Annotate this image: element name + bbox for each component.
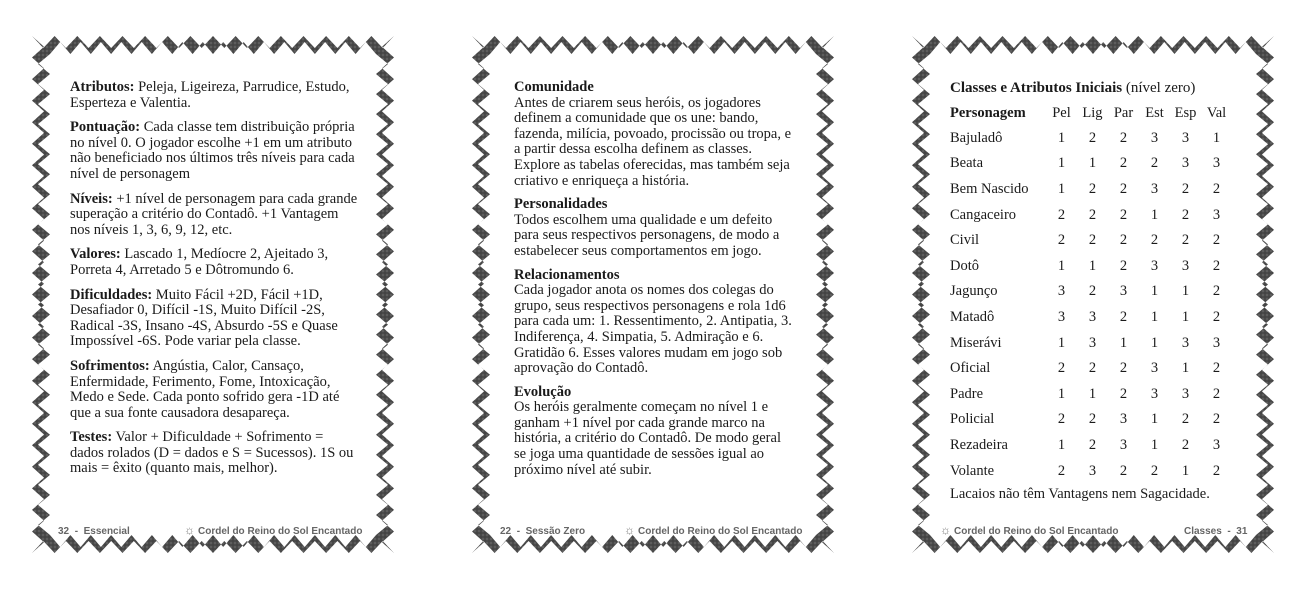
section-title: Evolução — [514, 383, 572, 400]
attribute-value: 3 — [1212, 436, 1221, 453]
attribute-value: 2 — [1150, 232, 1159, 249]
attribute-value: 2 — [1088, 360, 1097, 377]
attribute-value: 3 — [1088, 308, 1097, 325]
attribute-value: 1 — [1150, 436, 1159, 453]
section-name: Essencial — [83, 526, 130, 537]
book-title-footer: ☼ Cordel do Reino do Sol Encantado — [624, 523, 803, 537]
attribute-value: 3 — [1150, 385, 1159, 402]
attribute-value: 2 — [1088, 232, 1097, 249]
table-row — [950, 356, 1232, 382]
attribute-value: 2 — [1088, 180, 1097, 197]
attribute-value: 3 — [1057, 308, 1066, 325]
attribute-value: 2 — [1088, 283, 1097, 300]
card-content — [70, 80, 360, 486]
card-content — [514, 80, 794, 486]
attribute-value: 2 — [1088, 411, 1097, 428]
column-header: Val — [1206, 105, 1227, 121]
page-footer: Classes - 31 — [1184, 526, 1248, 537]
book-title-footer: ☼ Cordel do Reino do Sol Encantado — [184, 523, 363, 537]
attribute-value: 2 — [1212, 385, 1221, 402]
attribute-value: 2 — [1119, 129, 1128, 146]
attribute-value: 1 — [1088, 385, 1097, 402]
attribute-value: 2 — [1119, 360, 1128, 377]
attribute-value: 2 — [1088, 129, 1097, 146]
column-header: Esp — [1174, 105, 1197, 121]
attribute-value: 3 — [1212, 155, 1221, 172]
attribute-value: 2 — [1181, 206, 1190, 223]
attribute-value: 2 — [1212, 411, 1221, 428]
section-title: Relacionamentos — [514, 266, 620, 283]
class-name: Miserávi — [950, 334, 1002, 351]
table-row — [950, 228, 1232, 254]
page-number: 31 — [1236, 526, 1248, 537]
class-name: Bajuladô — [950, 129, 1003, 146]
sun-icon: ☼ — [940, 523, 951, 537]
sun-icon: ☼ — [624, 523, 635, 537]
attribute-value: 2 — [1057, 360, 1066, 377]
attribute-value: 2 — [1212, 232, 1221, 249]
attribute-value: 2 — [1181, 180, 1190, 197]
attribute-value: 2 — [1212, 308, 1221, 325]
attribute-value: 3 — [1088, 462, 1097, 479]
attribute-value: 1 — [1150, 206, 1159, 223]
attribute-value: 3 — [1088, 334, 1097, 351]
table-row — [950, 331, 1232, 357]
attribute-value: 2 — [1212, 257, 1221, 274]
attribute-value: 2 — [1119, 257, 1128, 274]
paragraph-pontuacao: Pontuação: Cada classe tem distribuição própria no nível 0. O jogador escolhe +1 em um atributo não beneficiado nos últimos três níveis para cada nível de personagem — [70, 119, 355, 182]
attribute-value: 2 — [1119, 180, 1128, 197]
classes-table — [950, 103, 1232, 484]
paragraph-valores: Valores: Lascado 1, Medíocre 2, Ajeitado 3, Porreta 4, Arretado 5 e Dôtromundo 6. — [70, 246, 329, 278]
class-name: Bem Nascido — [950, 180, 1029, 197]
attribute-value: 1 — [1150, 308, 1159, 325]
attribute-value: 1 — [1119, 334, 1128, 351]
table-row — [950, 459, 1232, 485]
paragraph-atributos: Atributos: Peleja, Ligeireza, Parrudice, Estudo, Esperteza e Valentia. — [70, 79, 350, 111]
attribute-value: 1 — [1181, 308, 1190, 325]
table-row — [950, 408, 1232, 434]
sun-icon: ☼ — [184, 523, 195, 537]
paragraph-testes: Testes: Valor + Dificuldade + Sofrimento = dados rolados (D = dados e S = Sucessos). 1S ou mais = êxito (quanto mais, melhor). — [70, 429, 354, 477]
class-name: Volante — [950, 462, 995, 479]
class-name: Oficial — [950, 360, 991, 377]
column-header: Personagem — [950, 105, 1026, 121]
attribute-value: 3 — [1181, 155, 1190, 172]
section-title: Comunidade — [514, 79, 594, 95]
attribute-value: 3 — [1212, 206, 1221, 223]
book-title-footer: ☼ Cordel do Reino do Sol Encantado — [940, 523, 1119, 537]
page-footer: 22 - Sessão Zero — [500, 526, 586, 537]
page-number: 32 — [58, 526, 70, 537]
attribute-value: 1 — [1057, 436, 1066, 453]
attribute-value: 1 — [1088, 257, 1097, 274]
section-title: Personalidades — [514, 196, 608, 213]
column-header: Pel — [1052, 105, 1071, 121]
table-row — [950, 203, 1232, 229]
attribute-value: 3 — [1057, 283, 1066, 300]
attribute-value: 1 — [1057, 129, 1066, 146]
attribute-value: 1 — [1057, 257, 1066, 274]
attribute-value: 3 — [1119, 436, 1128, 453]
section-personalidades — [514, 197, 794, 259]
attribute-value: 1 — [1181, 462, 1190, 479]
paragraph-niveis: Níveis: +1 nível de personagem para cada grande superação a critério do Contadô. +1 Vantagem nos níveis 1, 3, 6, 9, 12, etc. — [70, 190, 358, 238]
table-note: Lacaios não têm Vantagens nem Sagacidade. — [950, 486, 1210, 503]
attribute-value: 2 — [1181, 232, 1190, 249]
section-name: Classes — [1184, 526, 1222, 537]
class-name: Beata — [950, 155, 984, 172]
attribute-value: 2 — [1119, 462, 1128, 479]
attribute-value: 2 — [1150, 155, 1159, 172]
attribute-value: 1 — [1150, 411, 1159, 428]
class-name: Jagunço — [950, 283, 998, 300]
attribute-value: 1 — [1057, 385, 1066, 402]
attribute-value: 2 — [1212, 360, 1221, 377]
attribute-value: 2 — [1057, 411, 1066, 428]
attribute-value: 2 — [1119, 308, 1128, 325]
section-evolucao — [514, 385, 794, 479]
class-name: Dotô — [950, 257, 979, 274]
attribute-value: 3 — [1150, 129, 1159, 146]
attribute-value: 3 — [1212, 334, 1221, 351]
attribute-value: 2 — [1057, 462, 1066, 479]
column-header: Est — [1145, 105, 1164, 121]
attribute-value: 3 — [1181, 334, 1190, 351]
attribute-value: 2 — [1212, 462, 1221, 479]
attribute-value: 1 — [1181, 360, 1190, 377]
paragraph-sofrimentos: Sofrimentos: Angústia, Calor, Cansaço, Enfermidade, Ferimento, Fome, Intoxicação, Medo e Sede. Cada ponto sofrido gera -1D até que a sua fonte causadora desapareça. — [70, 357, 340, 421]
paragraph-dificuldades: Dificuldades: Muito Fácil +2D, Fácil +1D, Desafiador 0, Difícil -1S, Muito Difícil -2S, Radical -3S, Insano -4S, Absurdo -5S e Quase Impossível -6S. Pode variar pela classe. — [70, 286, 338, 350]
class-name: Matadô — [950, 308, 995, 325]
attribute-value: 1 — [1057, 155, 1066, 172]
table-row — [950, 433, 1232, 459]
attribute-value: 2 — [1181, 411, 1190, 428]
class-name: Civil — [950, 232, 980, 249]
attribute-value: 1 — [1181, 283, 1190, 300]
attribute-value: 3 — [1150, 180, 1159, 197]
page-footer: 32 - Essencial — [58, 526, 130, 537]
attribute-value: 3 — [1150, 360, 1159, 377]
attribute-value: 2 — [1119, 206, 1128, 223]
section-body: Os heróis geralmente começam no nível 1 e ganham +1 nível por cada grande marco na história, a critério do Contadô. De modo geral se joga uma quantidade de sessões igual ao próximo nível até subir. — [514, 399, 781, 478]
attribute-value: 2 — [1150, 462, 1159, 479]
attribute-value: 3 — [1119, 283, 1128, 300]
attribute-value: 2 — [1181, 436, 1190, 453]
attribute-value: 2 — [1212, 283, 1221, 300]
card-essencial — [18, 22, 408, 567]
section-body: Todos escolhem uma qualidade e um defeito para seus respectivos personagens, de modo a estabelecer seus comportamentos em jogo. — [514, 211, 780, 259]
table-row — [950, 382, 1232, 408]
attribute-value: 1 — [1150, 334, 1159, 351]
table-row — [950, 177, 1232, 203]
page-number: 22 — [500, 526, 512, 537]
class-name: Policial — [950, 411, 995, 428]
table-row — [950, 305, 1232, 331]
section-relacionamentos — [514, 268, 794, 377]
attribute-value: 3 — [1150, 257, 1159, 274]
attribute-value: 2 — [1057, 232, 1066, 249]
attribute-value: 2 — [1119, 232, 1128, 249]
attribute-value: 3 — [1181, 257, 1190, 274]
column-header: Lig — [1082, 105, 1103, 121]
class-name: Rezadeira — [950, 436, 1008, 453]
attribute-value: 2 — [1057, 206, 1066, 223]
table-header-row — [950, 103, 1232, 126]
card-classes — [898, 22, 1288, 567]
card-sessao-zero — [458, 22, 848, 567]
class-name: Padre — [950, 385, 984, 402]
attribute-value: 2 — [1088, 436, 1097, 453]
section-body: Antes de criarem seus heróis, os jogadores definem a comunidade que os une: bando, fazenda, milícia, povoado, procissão ou tropa, e a partir dessa escolha definem as classes. Explore as tabelas oferecidas, mas também seja criativo e enriqueça a história. — [514, 94, 792, 189]
table-row — [950, 280, 1232, 306]
attribute-value: 1 — [1212, 129, 1221, 146]
card-content — [950, 80, 1250, 503]
table-title: Classes e Atributos Iniciais (nível zero) — [950, 80, 1196, 96]
attribute-value: 1 — [1057, 334, 1066, 351]
attribute-value: 3 — [1119, 411, 1128, 428]
attribute-value: 3 — [1181, 129, 1190, 146]
attribute-value: 2 — [1212, 180, 1221, 197]
table-row — [950, 254, 1232, 280]
attribute-value: 2 — [1088, 206, 1097, 223]
attribute-value: 1 — [1088, 155, 1097, 172]
section-comunidade — [514, 80, 794, 189]
column-header: Par — [1113, 105, 1134, 121]
attribute-value: 1 — [1150, 283, 1159, 300]
table-row — [950, 126, 1232, 152]
attribute-value: 3 — [1181, 385, 1190, 402]
section-name: Sessão Zero — [525, 526, 586, 537]
attribute-value: 1 — [1057, 180, 1066, 197]
table-row — [950, 152, 1232, 178]
class-name: Cangaceiro — [950, 206, 1017, 223]
attribute-value: 2 — [1119, 155, 1128, 172]
section-body: Cada jogador anota os nomes dos colegas do grupo, seus respectivos personagens e rola 1d6 para cada um: 1. Ressentimento, 2. Antipatia, 3. Indiferença, 4. Simpatia, 5. Admiração e 6. Gratidão 6. Esses valores mudam em jogo sob aprovação do Contadô. — [514, 282, 792, 377]
attribute-value: 2 — [1119, 385, 1128, 402]
